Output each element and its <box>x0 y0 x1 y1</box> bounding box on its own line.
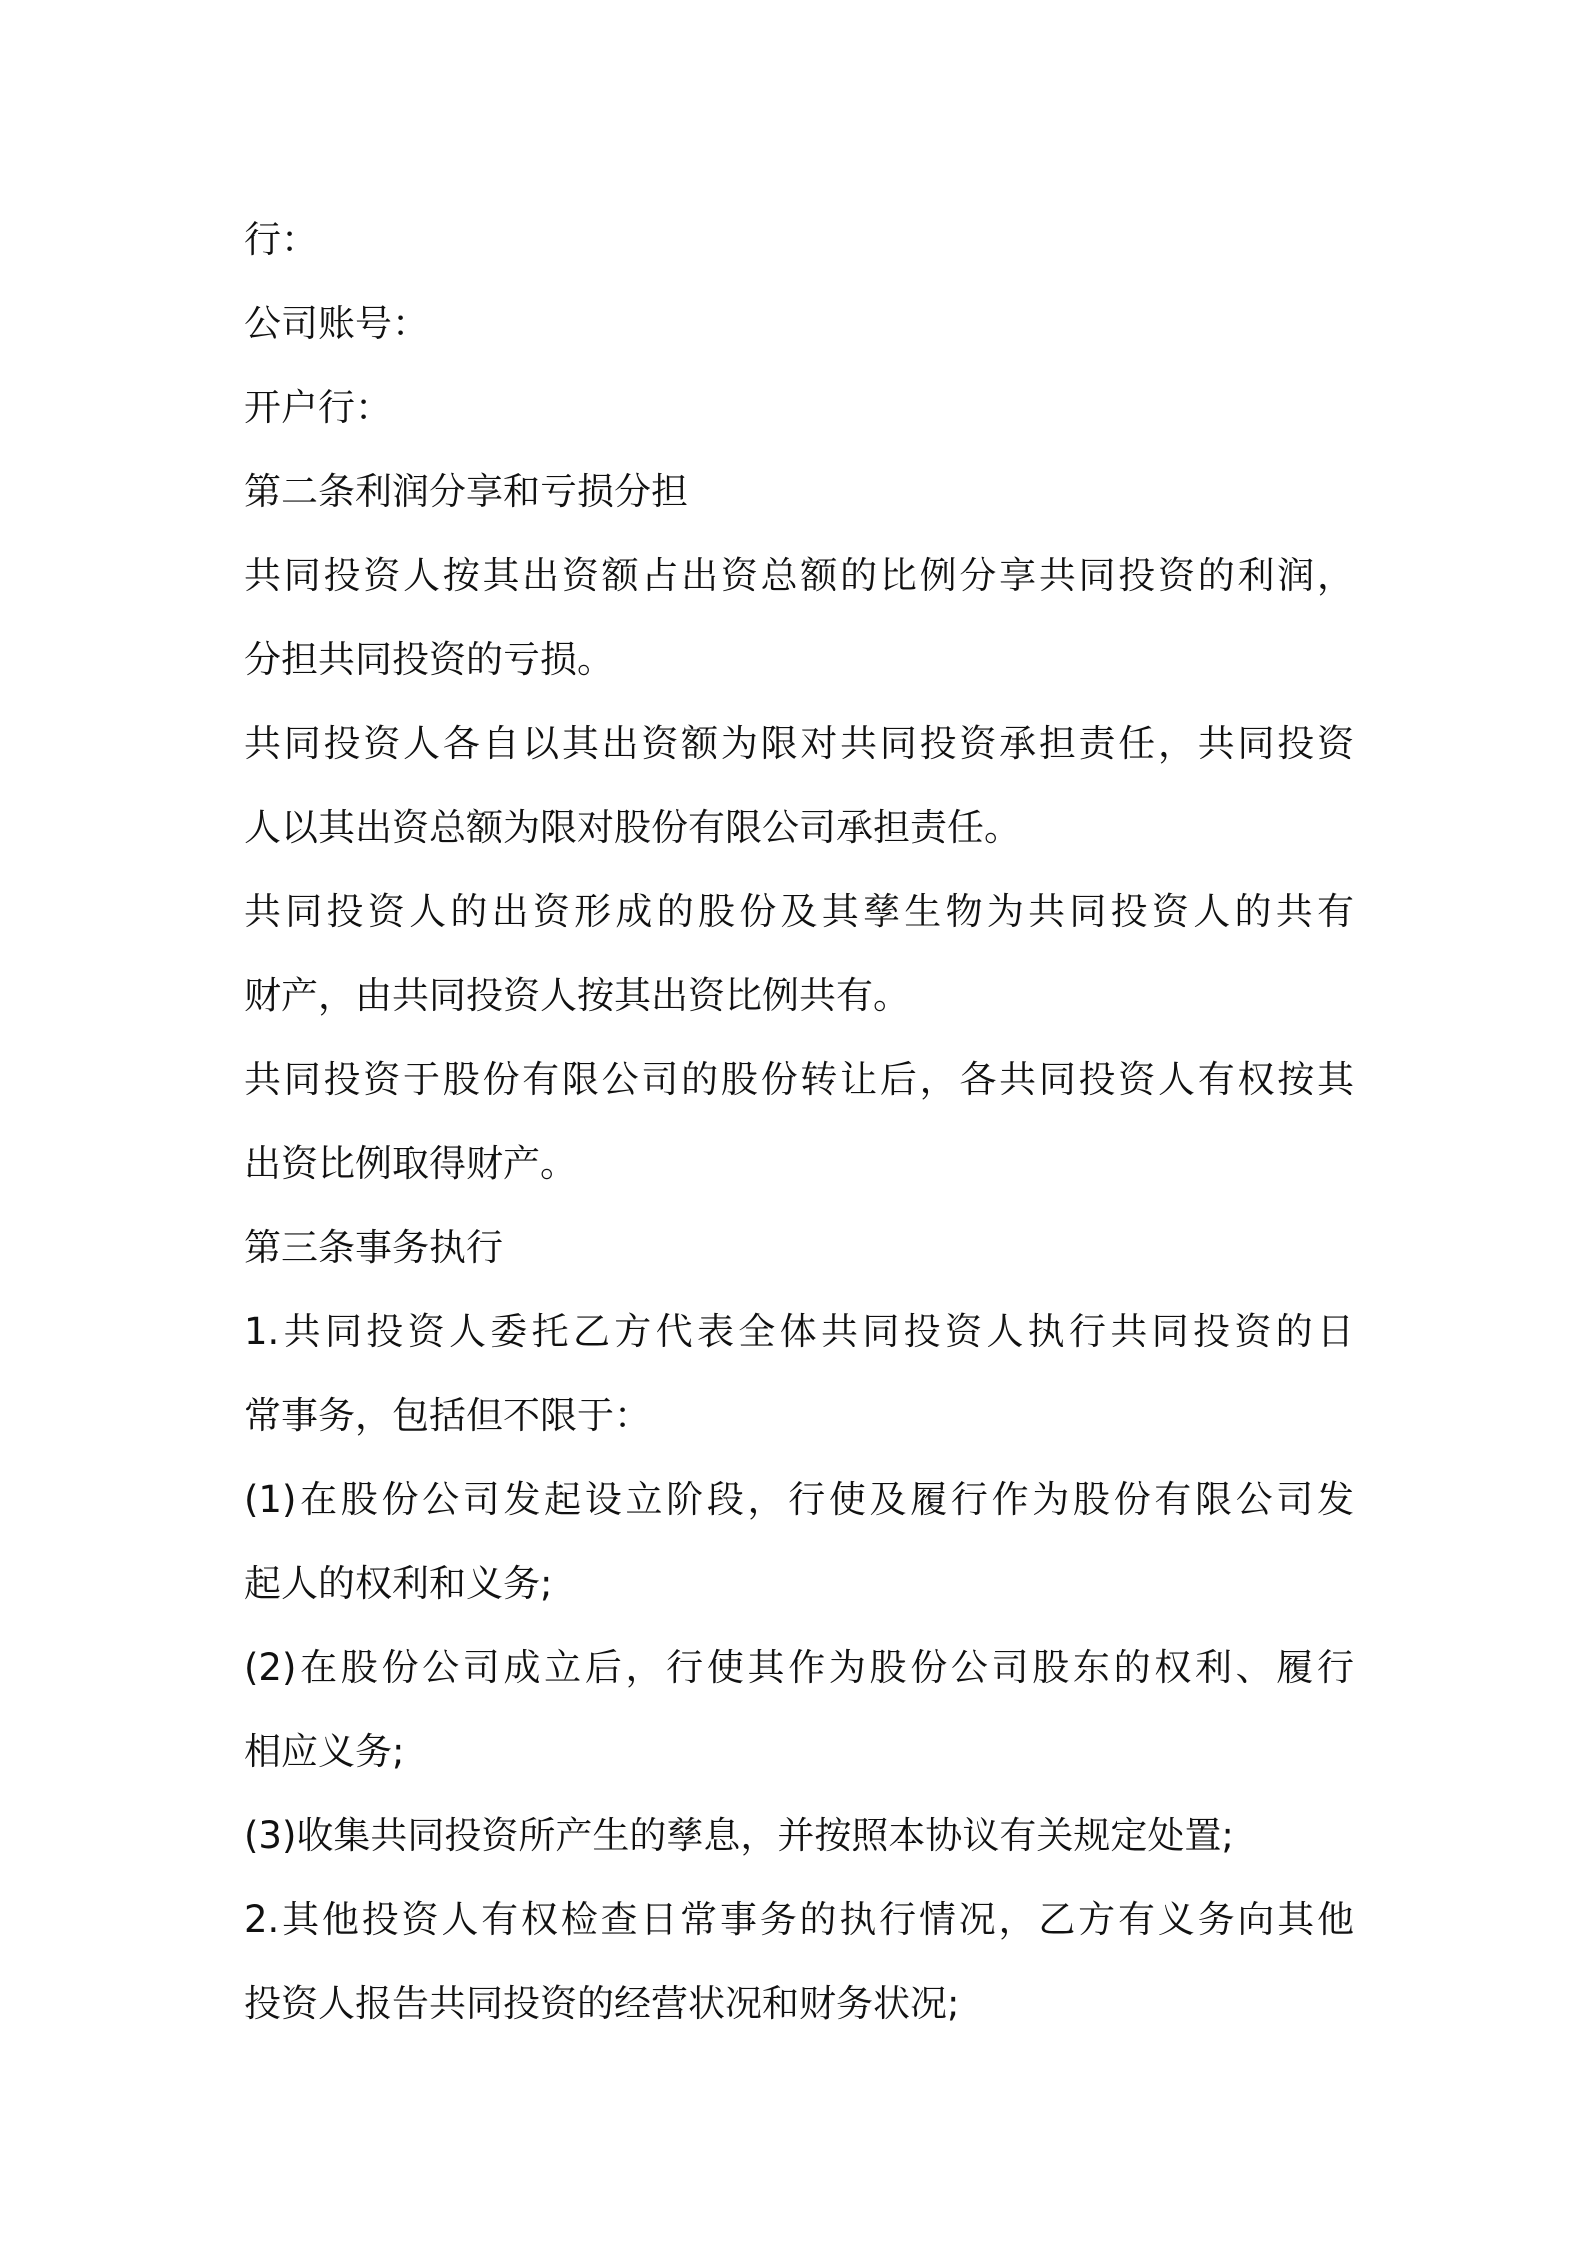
text-line: 分担共同投资的亏损。 <box>244 638 614 681</box>
text-line: 出资比例取得财产。 <box>244 1142 577 1185</box>
text-line: 常事务，包括但不限于： <box>244 1394 651 1437</box>
document-body <box>244 198 1354 2046</box>
text-line: 投资人报告共同投资的经营状况和财务状况; <box>244 1982 960 2025</box>
text-line: 公司账号： <box>244 302 429 345</box>
text-line: 人以其出资总额为限对股份有限公司承担责任。 <box>244 806 1021 849</box>
section-heading: 第三条事务执行 <box>244 1226 503 1269</box>
text-line: 相应义务; <box>244 1730 405 1773</box>
text-line: 开户行： <box>244 386 392 429</box>
text-line: 共同投资人按其出资额占出资总额的比例分享共同投资的利润， <box>244 554 1354 597</box>
text-line: (2)在股份公司成立后，行使其作为股份公司股东的权利、履行 <box>244 1646 1354 1689</box>
text-line: (1)在股份公司发起设立阶段，行使及履行作为股份有限公司发 <box>244 1478 1354 1521</box>
text-line: 行： <box>244 218 318 261</box>
text-line: 起人的权利和义务; <box>244 1562 553 1605</box>
text-line: 共同投资人的出资形成的股份及其孳生物为共同投资人的共有 <box>244 890 1354 933</box>
section-heading: 第二条利润分享和亏损分担 <box>244 470 688 513</box>
text-line: 共同投资于股份有限公司的股份转让后，各共同投资人有权按其 <box>244 1058 1354 1101</box>
text-line: 2.其他投资人有权检查日常事务的执行情况，乙方有义务向其他 <box>244 1898 1354 1941</box>
text-line: (3)收集共同投资所产生的孳息，并按照本协议有关规定处置; <box>244 1814 1234 1857</box>
text-line: 财产，由共同投资人按其出资比例共有。 <box>244 974 910 1017</box>
text-line: 1.共同投资人委托乙方代表全体共同投资人执行共同投资的日 <box>244 1310 1354 1353</box>
text-line: 共同投资人各自以其出资额为限对共同投资承担责任，共同投资 <box>244 722 1354 765</box>
